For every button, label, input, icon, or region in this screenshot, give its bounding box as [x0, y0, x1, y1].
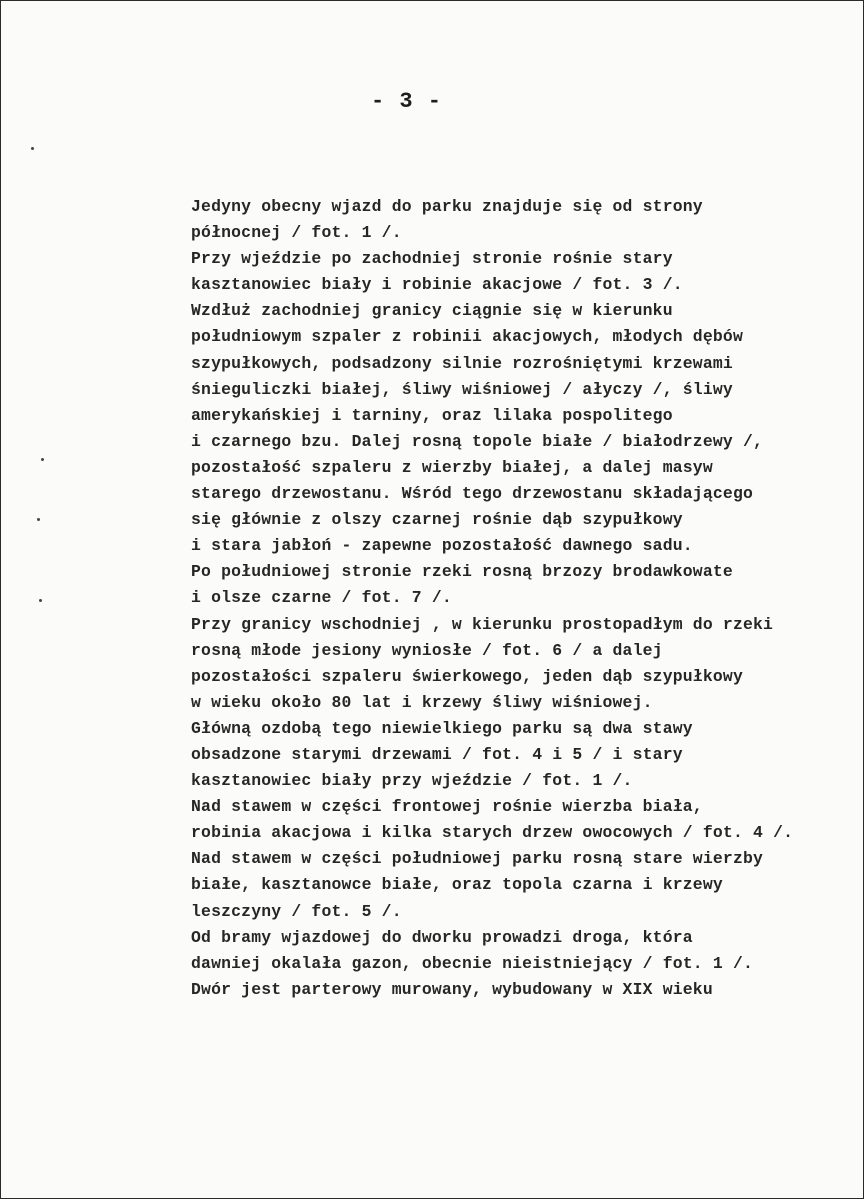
text-line: szypułkowych, podsadzony silnie rozrośniętymi krzewami [191, 353, 733, 373]
text-line: Dwór jest parterowy murowany, wybudowany w XIX wieku [191, 979, 713, 999]
text-line: południowym szpaler z robinii akacjowych, młodych dębów [191, 327, 743, 347]
text-line: i stara jabłoń - zapewne pozostałość dawnego sadu. [191, 536, 693, 556]
text-line: północnej / fot. 1 /. [191, 223, 402, 243]
text-line: Główną ozdobą tego niewielkiego parku są dwa stawy [191, 718, 693, 738]
text-line: Jedyny obecny wjazd do parku znajduje się od strony [191, 197, 703, 216]
text-line: białe, kasztanowce białe, oraz topola czarna i krzewy [191, 875, 723, 895]
text-line: Po południowej stronie rzeki rosną brzozy brodawkowate [191, 562, 733, 582]
text-line: pozostałość szpaleru z wierzby białej, a dalej masyw [191, 457, 713, 477]
text-line: i olsze czarne / fot. 7 /. [191, 588, 452, 608]
text-line: robinia akacjowa i kilka starych drzew owocowych / fot. 4 /. [191, 823, 794, 843]
text-line: dawniej okalała gazon, obecnie nieistniejący / fot. 1 /. [191, 953, 754, 973]
text-line: śnieguliczki białej, śliwy wiśniowej / ałyczy /, śliwy [191, 379, 733, 399]
text-line: obsadzone starymi drzewami / fot. 4 i 5 / i stary [191, 744, 683, 764]
margin-speck [37, 518, 40, 521]
text-line: Przy granicy wschodniej , w kierunku prostopadłym do rzeki [191, 614, 774, 634]
text-line: pozostałości szpaleru świerkowego, jeden dąb szypułkowy [191, 666, 743, 686]
text-line: kasztanowiec biały przy wjeździe / fot. 1 /. [191, 771, 633, 791]
text-line: leszczyny / fot. 5 /. [191, 901, 402, 921]
text-line: amerykańskiej i tarniny, oraz lilaka pospolitego [191, 405, 673, 425]
text-line: Przy wjeździe po zachodniej stronie rośnie stary [191, 249, 673, 269]
text-line: Od bramy wjazdowej do dworku prowadzi droga, która [191, 927, 693, 947]
text-line: się głównie z olszy czarnej rośnie dąb szypułkowy [191, 510, 683, 530]
text-line: w wieku około 80 lat i krzewy śliwy wiśniowej. [191, 692, 653, 712]
margin-speck [39, 599, 42, 602]
body-text [191, 194, 841, 1003]
text-line: rosną młode jesiony wyniosłe / fot. 6 / a dalej [191, 640, 663, 660]
margin-speck [41, 458, 44, 461]
margin-speck [31, 147, 34, 150]
text-line: Wzdłuż zachodniej granicy ciągnie się w kierunku [191, 301, 673, 321]
text-line: i czarnego bzu. Dalej rosną topole białe / białodrzewy /, [191, 431, 764, 451]
text-line: starego drzewostanu. Wśród tego drzewostanu składającego [191, 484, 754, 504]
text-line: Nad stawem w części frontowej rośnie wierzba biała, [191, 797, 703, 817]
text-line: Nad stawem w części południowej parku rosną stare wierzby [191, 849, 764, 869]
text-line: kasztanowiec biały i robinie akacjowe / fot. 3 /. [191, 275, 683, 295]
page-number: - 3 - [371, 89, 443, 114]
